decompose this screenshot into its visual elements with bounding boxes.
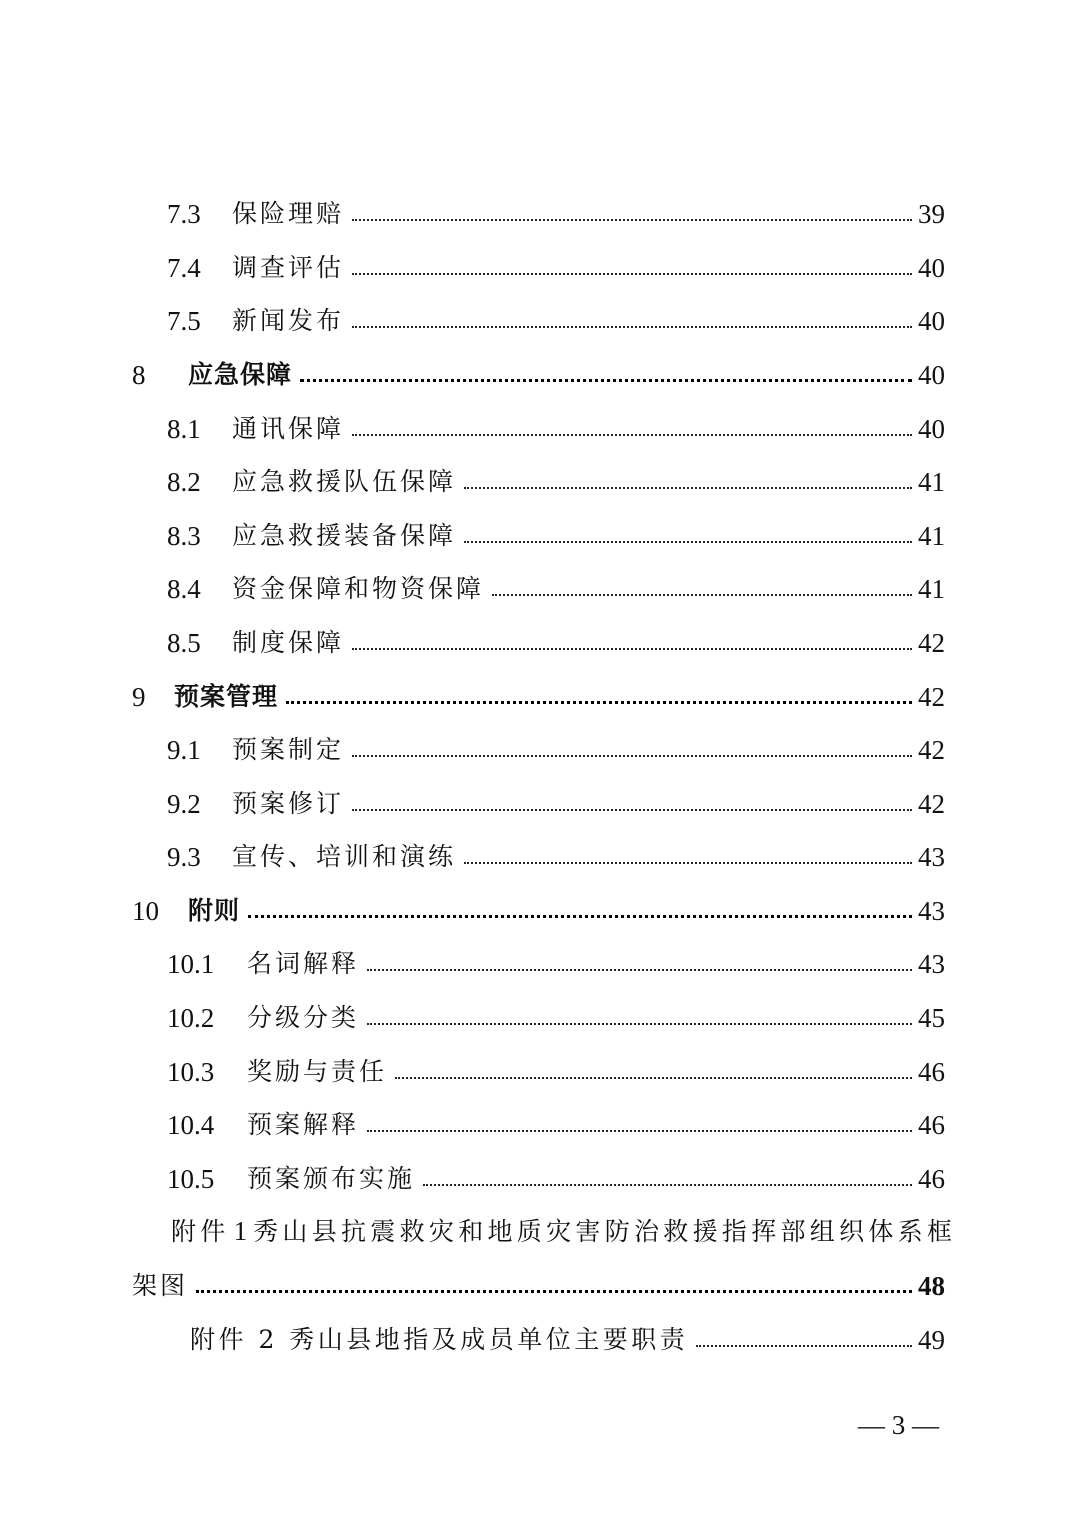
toc-leader-dots [352, 755, 912, 757]
toc-annex-1-line2[interactable] [132, 1262, 945, 1302]
toc-entry-title: 奖励与责任 [247, 1057, 388, 1086]
toc-entry-number: 9.2 [167, 789, 201, 819]
toc-entry-number: 7.4 [167, 253, 201, 283]
toc-entry-number: 7.5 [167, 306, 201, 336]
toc-entry-title: 预案制定 [232, 735, 345, 764]
toc-entry-7-5[interactable] [167, 297, 945, 337]
toc-annex-1-line1[interactable] [171, 1212, 957, 1248]
toc-entry-8[interactable] [132, 351, 945, 391]
toc-entry-10-3[interactable] [167, 1048, 945, 1088]
toc-leader-dots [352, 434, 912, 436]
toc-entry-number: 8.4 [167, 574, 201, 604]
toc-entry-title: 资金保障和物资保障 [232, 574, 485, 603]
toc-entry-8-2[interactable] [167, 458, 945, 498]
annex-title: 附件 2 秀山县地指及成员单位主要职责 [190, 1325, 689, 1354]
toc-entry-7-3[interactable] [167, 190, 945, 230]
toc-entry-title: 通讯保障 [232, 414, 345, 443]
toc-entry-10-2[interactable] [167, 994, 945, 1034]
toc-entry-number: 10.3 [167, 1057, 215, 1087]
toc-leader-dots [352, 648, 912, 650]
toc-entry-page: 39 [918, 199, 945, 229]
toc-annex-2[interactable] [190, 1316, 945, 1356]
toc-entry-page: 42 [918, 735, 945, 765]
toc-leader-dots [286, 701, 912, 704]
toc-entry-title: 宣传、培训和演练 [232, 842, 457, 871]
toc-entry-number: 8.1 [167, 414, 201, 444]
toc-leader-dots [352, 219, 912, 221]
toc-leader-dots [196, 1290, 912, 1293]
toc-entry-8-3[interactable] [167, 512, 945, 552]
toc-entry-number: 8 [132, 360, 146, 390]
toc-entry-number: 7.3 [167, 199, 201, 229]
toc-entry-title: 保险理赔 [232, 199, 345, 228]
toc-entry-number: 8.5 [167, 628, 201, 658]
toc-entry-number: 10.2 [167, 1003, 215, 1033]
toc-entry-title: 预案解释 [247, 1110, 360, 1139]
toc-entry-title: 附则 [188, 896, 241, 925]
annex-number: 1 [233, 1216, 248, 1246]
toc-entry-title: 应急救援队伍保障 [232, 467, 457, 496]
toc-entry-page: 40 [918, 360, 945, 390]
toc-entry-page: 43 [918, 842, 945, 872]
toc-leader-dots [464, 541, 912, 543]
toc-entry-page: 41 [918, 574, 945, 604]
toc-entry-page: 45 [918, 1003, 945, 1033]
toc-entry-title: 预案修订 [232, 789, 345, 818]
toc-leader-dots [696, 1345, 912, 1347]
toc-entry-title: 预案颁布实施 [247, 1164, 416, 1193]
toc-leader-dots [352, 326, 912, 328]
toc-entry-page: 41 [918, 467, 945, 497]
toc-entry-8-1[interactable] [167, 405, 945, 445]
toc-leader-dots [248, 915, 912, 918]
toc-entry-number: 8.2 [167, 467, 201, 497]
toc-leader-dots [464, 862, 912, 864]
toc-entry-page: 46 [918, 1164, 945, 1194]
toc-leader-dots [423, 1184, 912, 1186]
toc-entry-number: 8.3 [167, 521, 201, 551]
toc-leader-dots [352, 273, 912, 275]
toc-entry-number: 10 [132, 896, 159, 926]
toc-leader-dots [300, 379, 912, 382]
toc-entry-9-2[interactable] [167, 780, 945, 820]
toc-leader-dots [492, 594, 912, 596]
toc-entry-page: 46 [918, 1057, 945, 1087]
toc-entry-page: 41 [918, 521, 945, 551]
toc-entry-title: 名词解释 [247, 949, 360, 978]
toc-entry-10-5[interactable] [167, 1155, 945, 1195]
toc-entry-number: 9.1 [167, 735, 201, 765]
toc-entry-page: 40 [918, 414, 945, 444]
annex-prefix: 附件 [171, 1217, 230, 1246]
toc-entry-page: 43 [918, 896, 945, 926]
toc-entry-9-3[interactable] [167, 833, 945, 873]
toc-entry-page: 49 [918, 1325, 945, 1355]
toc-entry-title: 制度保障 [232, 628, 345, 657]
toc-entry-page: 48 [918, 1271, 945, 1301]
toc-entry-page: 42 [918, 789, 945, 819]
toc-leader-dots [367, 1023, 912, 1025]
annex-title: 秀山县抗震救灾和地质灾害防治救援指挥部组织体系框 [253, 1217, 957, 1246]
toc-entry-number: 10.1 [167, 949, 215, 979]
toc-entry-9[interactable] [132, 673, 945, 713]
toc-entry-7-4[interactable] [167, 244, 945, 284]
toc-entry-title: 预案管理 [174, 682, 279, 711]
annex-title-continued: 架图 [132, 1271, 189, 1300]
toc-entry-number: 10.5 [167, 1164, 215, 1194]
toc-entry-page: 43 [918, 949, 945, 979]
toc-entry-8-4[interactable] [167, 565, 945, 605]
toc-leader-dots [464, 487, 912, 489]
toc-leader-dots [352, 809, 912, 811]
toc-leader-dots [395, 1077, 912, 1079]
toc-entry-10-1[interactable] [167, 940, 945, 980]
toc-entry-9-1[interactable] [167, 726, 945, 766]
toc-entry-title: 应急救援装备保障 [232, 521, 457, 550]
toc-entry-number: 9.3 [167, 842, 201, 872]
toc-entry-page: 40 [918, 306, 945, 336]
toc-leader-dots [367, 1130, 912, 1132]
page-number: — 3 — [858, 1410, 939, 1440]
toc-entry-page: 40 [918, 253, 945, 283]
toc-entry-8-5[interactable] [167, 619, 945, 659]
toc-entry-page: 42 [918, 682, 945, 712]
toc-entry-number: 9 [132, 682, 146, 712]
toc-entry-10[interactable] [132, 887, 945, 927]
toc-entry-title: 分级分类 [247, 1003, 360, 1032]
toc-entry-page: 46 [918, 1110, 945, 1140]
toc-entry-title: 调查评估 [232, 253, 345, 282]
toc-entry-10-4[interactable] [167, 1101, 945, 1141]
toc-leader-dots [367, 969, 912, 971]
toc-entry-title: 新闻发布 [232, 306, 345, 335]
toc-entry-number: 10.4 [167, 1110, 215, 1140]
toc-entry-title: 应急保障 [188, 360, 293, 389]
toc-entry-page: 42 [918, 628, 945, 658]
